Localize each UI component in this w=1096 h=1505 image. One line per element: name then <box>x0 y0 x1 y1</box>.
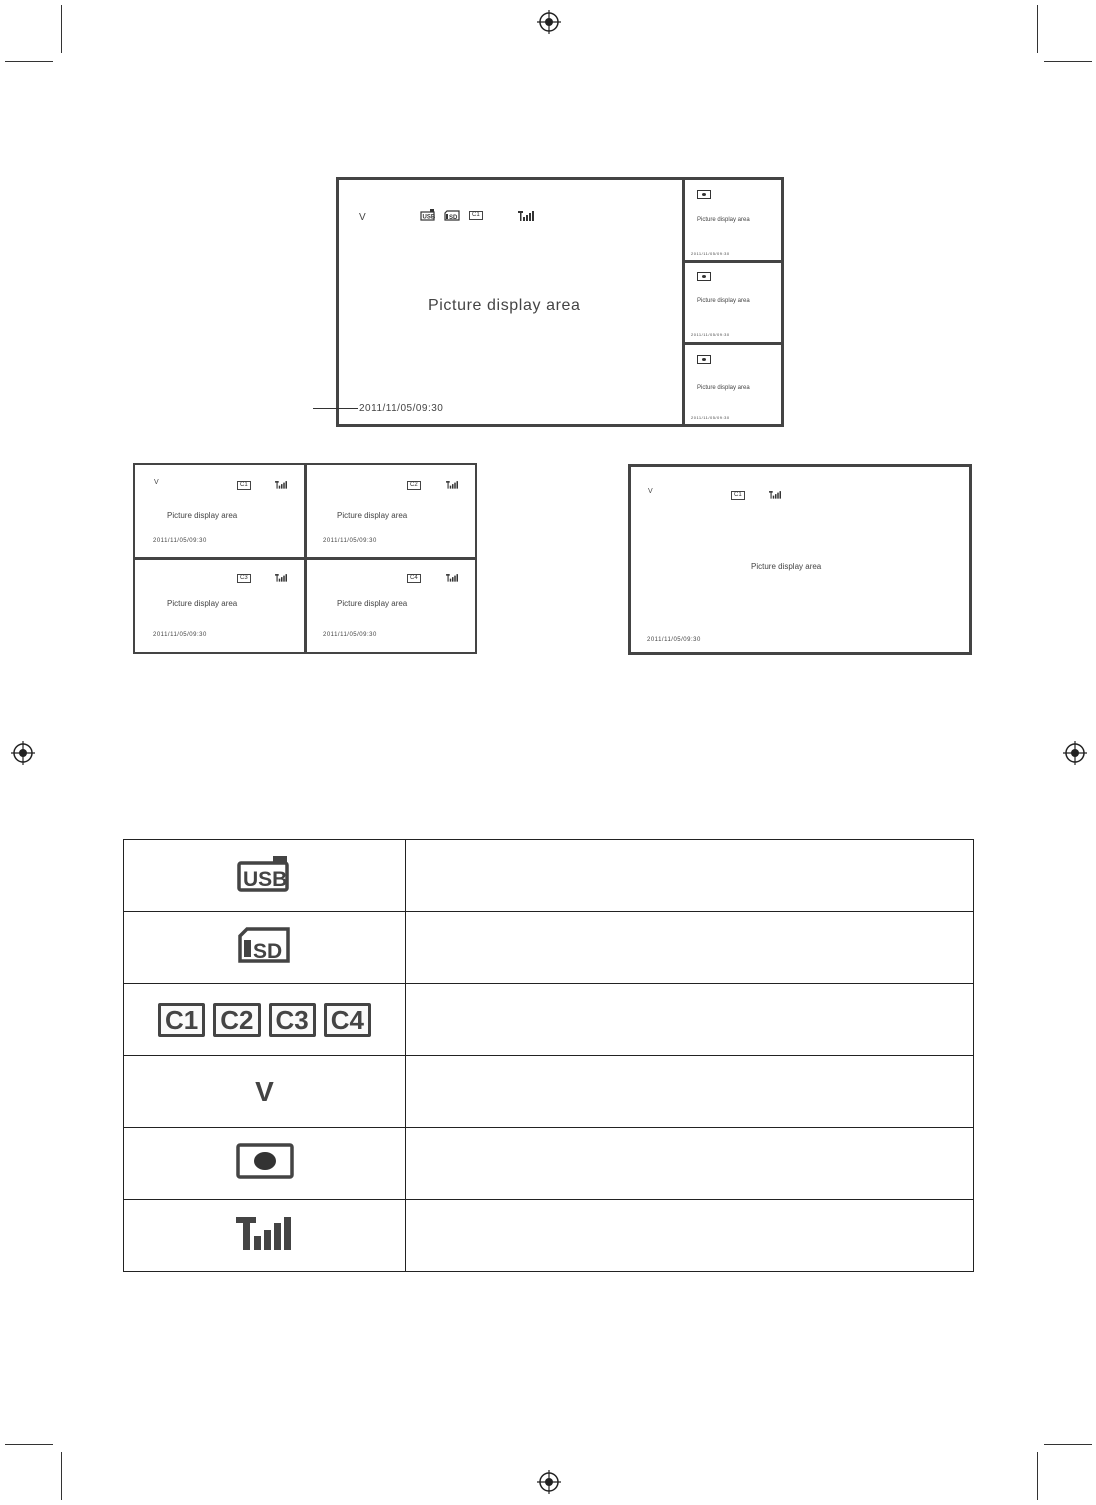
sub-view-timestamp: 2011/11/05/09:30 <box>691 415 730 420</box>
channel-description <box>406 984 974 1056</box>
channel-indicator: C1 <box>731 491 745 500</box>
picture-display-area: Picture display area <box>428 297 581 314</box>
sub-view-timestamp: 2011/11/05/09:30 <box>691 332 730 337</box>
timestamp: 2011/11/05/09:30 <box>153 538 207 544</box>
sd-card-icon <box>237 926 293 964</box>
registration-mark-icon <box>537 1470 561 1494</box>
table-row <box>124 840 974 912</box>
svg-text:SD: SD <box>449 215 458 221</box>
picture-display-area: Picture display area <box>167 599 238 608</box>
timestamp: 2011/11/05/09:30 <box>647 637 701 643</box>
quad-screen-diagram <box>133 463 477 654</box>
timestamp: 2011/11/05/09:30 <box>153 632 207 638</box>
channel-1-icon: C1 <box>158 1003 205 1037</box>
picture-display-area: Picture display area <box>167 511 238 520</box>
icon-legend-table <box>123 839 974 1272</box>
picture-display-area: Picture display area <box>337 511 408 520</box>
channel-indicator: C3 <box>237 574 251 583</box>
channel-4-icon: C4 <box>324 1003 371 1037</box>
table-row <box>124 984 974 1056</box>
v-indicator: V <box>154 479 159 486</box>
channel-3-icon: C3 <box>269 1003 316 1037</box>
svg-text:USB: USB <box>242 868 287 891</box>
usb-icon <box>237 854 293 892</box>
v-icon: V <box>255 1075 274 1107</box>
signal-strength-icon <box>275 573 287 582</box>
table-row <box>124 912 974 984</box>
timestamp: 2011/11/05/09:30 <box>323 632 377 638</box>
usb-icon <box>420 209 436 221</box>
channel-indicator: C1 <box>237 481 251 490</box>
record-icon <box>697 190 711 199</box>
channel-2-icon: C2 <box>213 1003 260 1037</box>
signal-description <box>406 1200 974 1272</box>
v-indicator: V <box>359 212 366 223</box>
sub-view-label: Picture display area <box>697 385 750 391</box>
sub-view-timestamp: 2011/11/05/09:30 <box>691 251 730 256</box>
sub-view-label: Picture display area <box>697 217 750 223</box>
main-screen-diagram <box>336 177 784 427</box>
picture-display-area: Picture display area <box>751 562 822 571</box>
table-row <box>124 1200 974 1272</box>
single-screen-diagram <box>628 464 972 655</box>
signal-strength-icon <box>518 210 534 221</box>
signal-strength-icon <box>446 480 458 489</box>
svg-text:USB: USB <box>422 214 436 221</box>
channel-indicator: C1 <box>469 211 483 220</box>
record-description <box>406 1128 974 1200</box>
table-row <box>124 1056 974 1128</box>
registration-mark-icon <box>1063 741 1087 765</box>
sd-description <box>406 912 974 984</box>
timestamp: 2011/11/05/09:30 <box>323 538 377 544</box>
sd-card-icon <box>444 210 460 221</box>
signal-strength-icon <box>236 1214 294 1252</box>
record-icon <box>697 355 711 364</box>
signal-strength-icon <box>446 573 458 582</box>
sub-view-label: Picture display area <box>697 298 750 304</box>
v-description <box>406 1056 974 1128</box>
timestamp-leader-line <box>313 408 358 409</box>
channel-indicator: C2 <box>407 481 421 490</box>
registration-mark-icon <box>537 10 561 34</box>
registration-mark-icon <box>11 741 35 765</box>
signal-strength-icon <box>275 480 287 489</box>
record-icon <box>236 1143 294 1179</box>
picture-display-area: Picture display area <box>337 599 408 608</box>
timestamp: 2011/11/05/09:30 <box>359 403 444 414</box>
signal-strength-icon <box>769 490 781 499</box>
v-indicator: V <box>648 488 653 495</box>
usb-description <box>406 840 974 912</box>
channel-indicator: C4 <box>407 574 421 583</box>
table-row <box>124 1128 974 1200</box>
record-icon <box>697 272 711 281</box>
svg-text:SD: SD <box>252 940 282 963</box>
